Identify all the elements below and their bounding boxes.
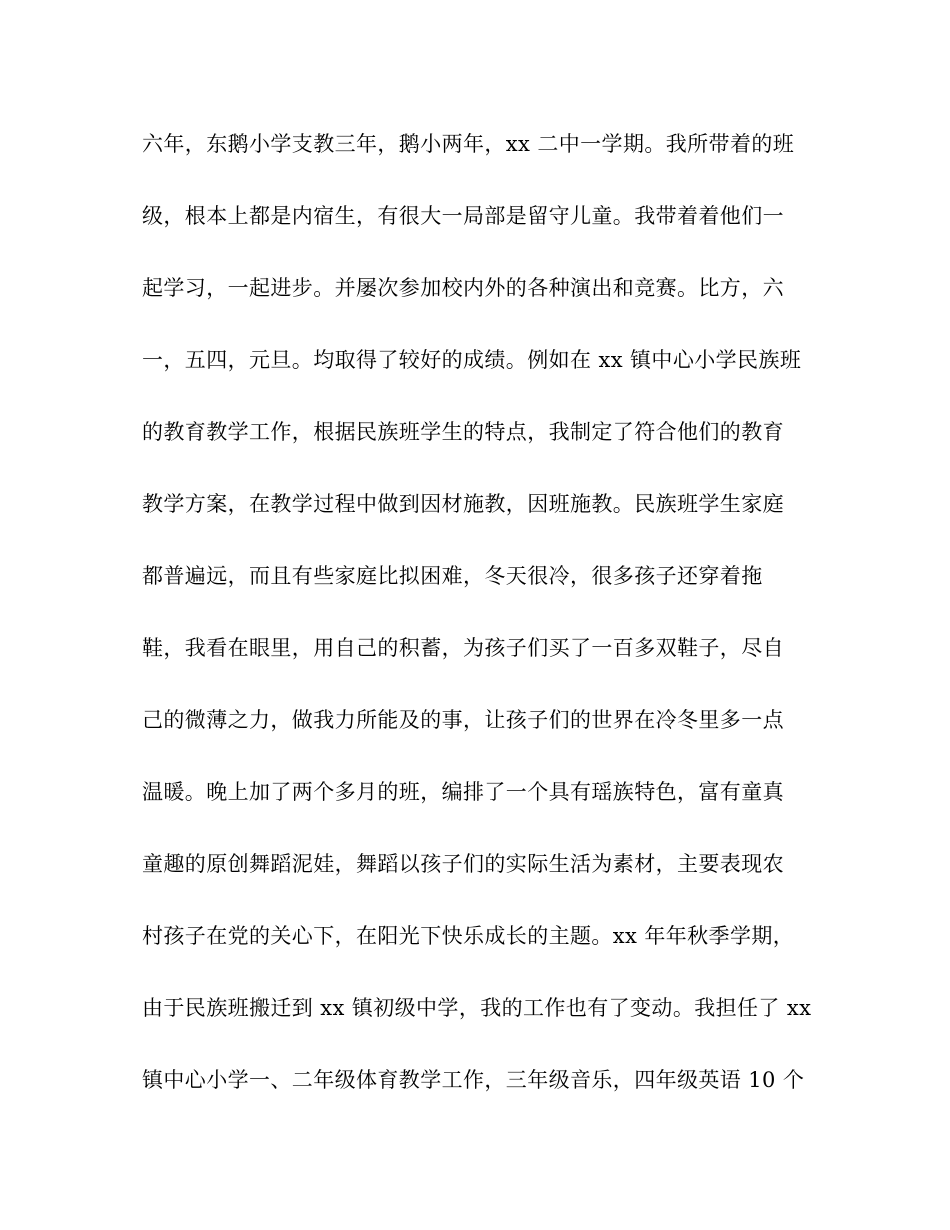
text-line: 都普遍远，而且有些家庭比拟困难，冬天很冷，很多孩子还穿着拖 [142,564,763,588]
text-line: 六年，东鹅小学支教三年，鹅小两年，xx 二中一学期。我所带着的班 [142,132,795,156]
text-line: 童趣的原创舞蹈泥娃，舞蹈以孩子们的实际生活为素材，主要表现农 [142,852,784,876]
text-line: 教学方案，在教学过程中做到因材施教，因班施教。民族班学生家庭 [142,492,784,516]
text-line: 村孩子在党的关心下，在阳光下快乐成长的主题。xx 年年秋季学期， [142,924,795,948]
text-line: 镇中心小学一、二年级体育教学工作，三年级音乐，四年级英语 10 个 [142,1068,805,1092]
text-line: 由于民族班搬迁到 xx 镇初级中学，我的工作也有了变动。我担任了 xx [142,996,812,1020]
text-line: 鞋，我看在眼里，用自己的积蓄，为孩子们买了一百多双鞋子，尽自 [142,636,784,660]
text-line: 己的微薄之力，做我力所能及的事，让孩子们的世界在冷冬里多一点 [142,708,784,732]
body-text [142,124,822,1132]
text-line: 起学习，一起进步。并屡次参加校内外的各种演出和竞赛。比方，六 [142,276,784,300]
text-line: 一，五四，元旦。均取得了较好的成绩。例如在 xx 镇中心小学民族班 [142,348,802,372]
text-line: 的教育教学工作，根据民族班学生的特点，我制定了符合他们的教育 [142,420,784,444]
text-line: 温暖。晚上加了两个多月的班，编排了一个具有瑶族特色，富有童真 [142,780,784,804]
text-line: 级，根本上都是内宿生，有很大一局部是留守儿童。我带着着他们一 [142,204,784,228]
